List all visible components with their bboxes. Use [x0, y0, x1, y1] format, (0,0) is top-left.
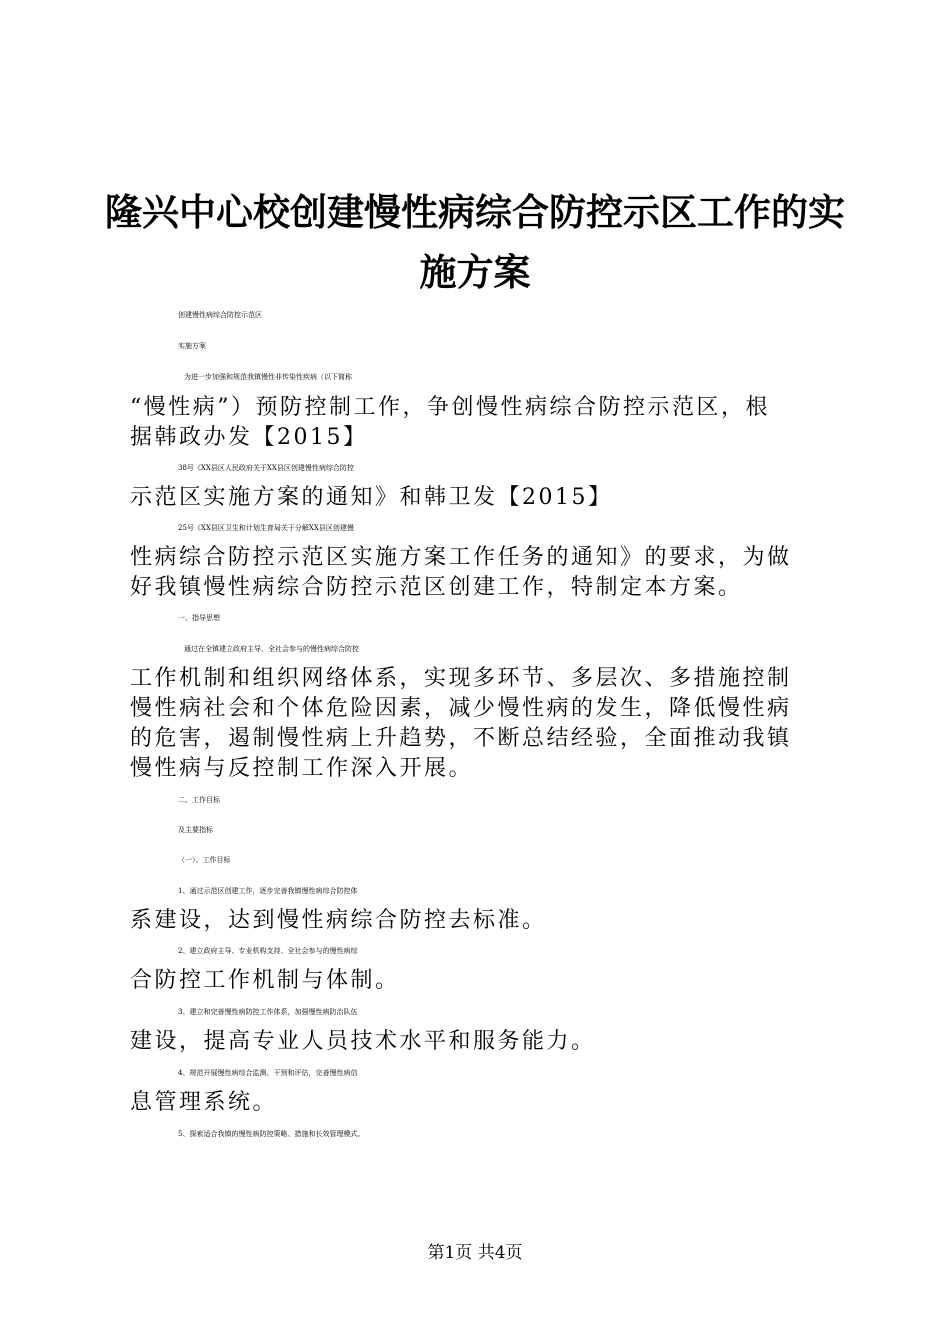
paragraph-line: 38号《XX县区人民政府关于XX县区创建慢性病综合防控: [178, 464, 354, 472]
list-item-line: 4、规范开展慢性病综合监测、干预和评估，完善慢性病信: [178, 1069, 358, 1077]
paragraph-line: 的危害，遏制慢性病上升趋势，不断总结经验，全面推动我镇: [130, 726, 792, 751]
paragraph-line: 25号《XX县区卫生和计划生育局关于分解XX县区创建慢: [178, 524, 354, 532]
paragraph-line: 据韩政办发【2015】: [130, 425, 368, 450]
paragraph-line: 慢性病与反控制工作深入开展。: [130, 756, 474, 781]
list-item-line: 建设，提高专业人员技术水平和服务能力。: [130, 1029, 596, 1054]
paragraph-line: 性病综合防控示范区实施方案工作任务的通知》的要求，为做: [130, 545, 792, 570]
paragraph-line: “慢性病”）预防控制工作，争创慢性病综合防控示范区，根: [130, 395, 770, 420]
list-item-line: 合防控工作机制与体制。: [130, 968, 400, 993]
list-item-line: 5、探索适合我镇的慢性病防控策略、措施和长效管理模式。: [178, 1130, 365, 1138]
list-item-line: 3、建立和完善慢性病防控工作体系，加强慢性病防治队伍: [178, 1008, 358, 1016]
subtitle-line: 创建慢性病综合防控示范区: [178, 311, 262, 319]
subtitle-line: 实施方案: [178, 342, 206, 350]
document-title-line-2: 施方案: [419, 250, 531, 294]
section-heading: 及主要指标: [178, 826, 213, 834]
list-item-line: 1、通过示范区创建工作，逐步完善我镇慢性病综合防控体: [178, 887, 358, 895]
list-item-line: 息管理系统。: [130, 1090, 278, 1115]
paragraph-line: 好我镇慢性病综合防控示范区创建工作，特制定本方案。: [130, 575, 743, 600]
document-title-line-1: 隆兴中心校创建慢性病综合防控示区工作的实: [105, 190, 845, 234]
page-number: 第1页 共4页: [427, 1243, 523, 1263]
paragraph-line: 慢性病社会和个体危险因素，减少慢性病的发生，降低慢性病: [130, 696, 792, 721]
list-item-line: 2、建立政府主导、专业机构支持、全社会参与的慢性病综: [178, 947, 358, 955]
section-heading: 二、工作目标: [178, 796, 220, 804]
paragraph-line: 工作机制和组织网络体系，实现多环节、多层次、多措施控制: [130, 666, 792, 691]
section-heading: 一、指导思想: [178, 614, 220, 622]
list-item-line: 系建设，达到慢性病综合防控去标准。: [130, 908, 547, 933]
paragraph-line: 通过在全镇建立政府主导、全社会参与的慢性病综合防控: [184, 645, 359, 653]
paragraph-line: 示范区实施方案的通知》和韩卫发【2015】: [130, 485, 613, 510]
paragraph-line: 为进一步加强和规范我镇慢性非传染性疾病（以下简称: [184, 373, 352, 381]
subsection-heading: （一）、工作目标: [178, 856, 231, 864]
